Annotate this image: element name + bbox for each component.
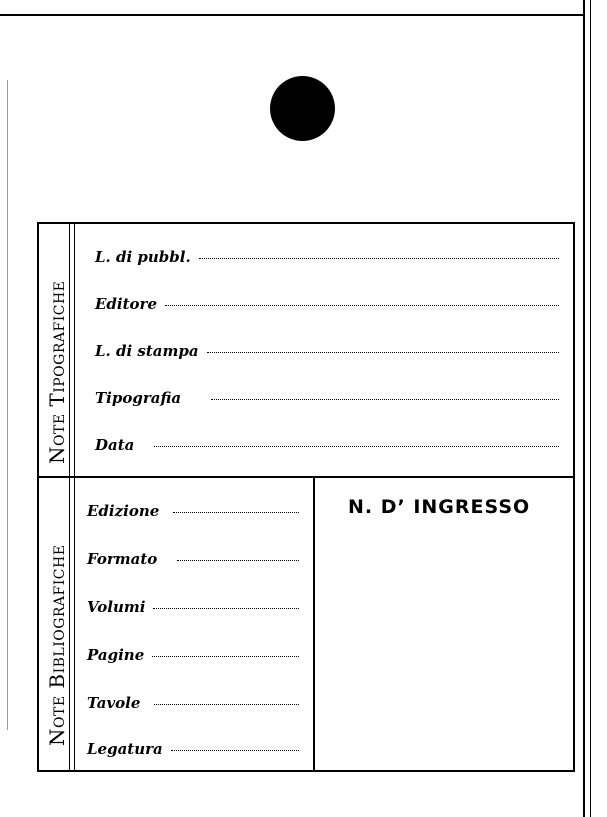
dotted-line	[154, 445, 559, 447]
field-edizione	[87, 502, 299, 520]
dotted-line	[152, 655, 299, 657]
field-formato	[87, 550, 299, 568]
card-edge-right	[583, 0, 585, 817]
field-luogo-stampa	[95, 342, 559, 360]
dotted-line	[165, 304, 559, 306]
field-data	[95, 436, 559, 454]
section-divider	[39, 476, 573, 478]
field-label: Volumi	[87, 598, 146, 616]
numero-ingresso-label: N. D’ INGRESSO	[348, 496, 531, 518]
field-tavole	[87, 694, 299, 712]
bibliografiche-title: Note Bibliografiche	[45, 544, 69, 746]
field-tipografia	[95, 389, 559, 407]
field-label: L. di stampa	[95, 342, 199, 360]
field-label: Pagine	[87, 646, 145, 664]
field-label: L. di pubbl.	[95, 248, 191, 266]
tipografiche-title: Note Tipografiche	[45, 280, 69, 464]
card-edge-right-outer	[590, 0, 591, 817]
field-pagine	[87, 646, 299, 664]
field-legatura	[87, 740, 299, 758]
dotted-line	[153, 607, 299, 609]
dotted-line	[154, 703, 299, 705]
label-column-line-2	[74, 224, 75, 770]
field-label: Edizione	[87, 502, 160, 520]
card-edge-top	[0, 14, 585, 16]
dotted-line	[207, 351, 559, 353]
field-editore	[95, 295, 559, 313]
dotted-line	[171, 749, 299, 751]
dotted-line	[211, 398, 559, 400]
field-label: Data	[95, 436, 135, 454]
field-label: Legatura	[87, 740, 163, 758]
field-label: Tavole	[87, 694, 141, 712]
punch-hole	[270, 76, 335, 141]
card-edge-left	[7, 80, 8, 730]
field-label: Formato	[87, 550, 158, 568]
dotted-line	[173, 511, 299, 513]
label-column-line	[69, 224, 70, 770]
ingresso-divider	[313, 478, 315, 770]
dotted-line	[177, 559, 299, 561]
field-luogo-pubblicazione	[95, 248, 559, 266]
field-label: Editore	[95, 295, 157, 313]
field-label: Tipografia	[95, 389, 182, 407]
field-volumi	[87, 598, 299, 616]
dotted-line	[199, 257, 559, 259]
